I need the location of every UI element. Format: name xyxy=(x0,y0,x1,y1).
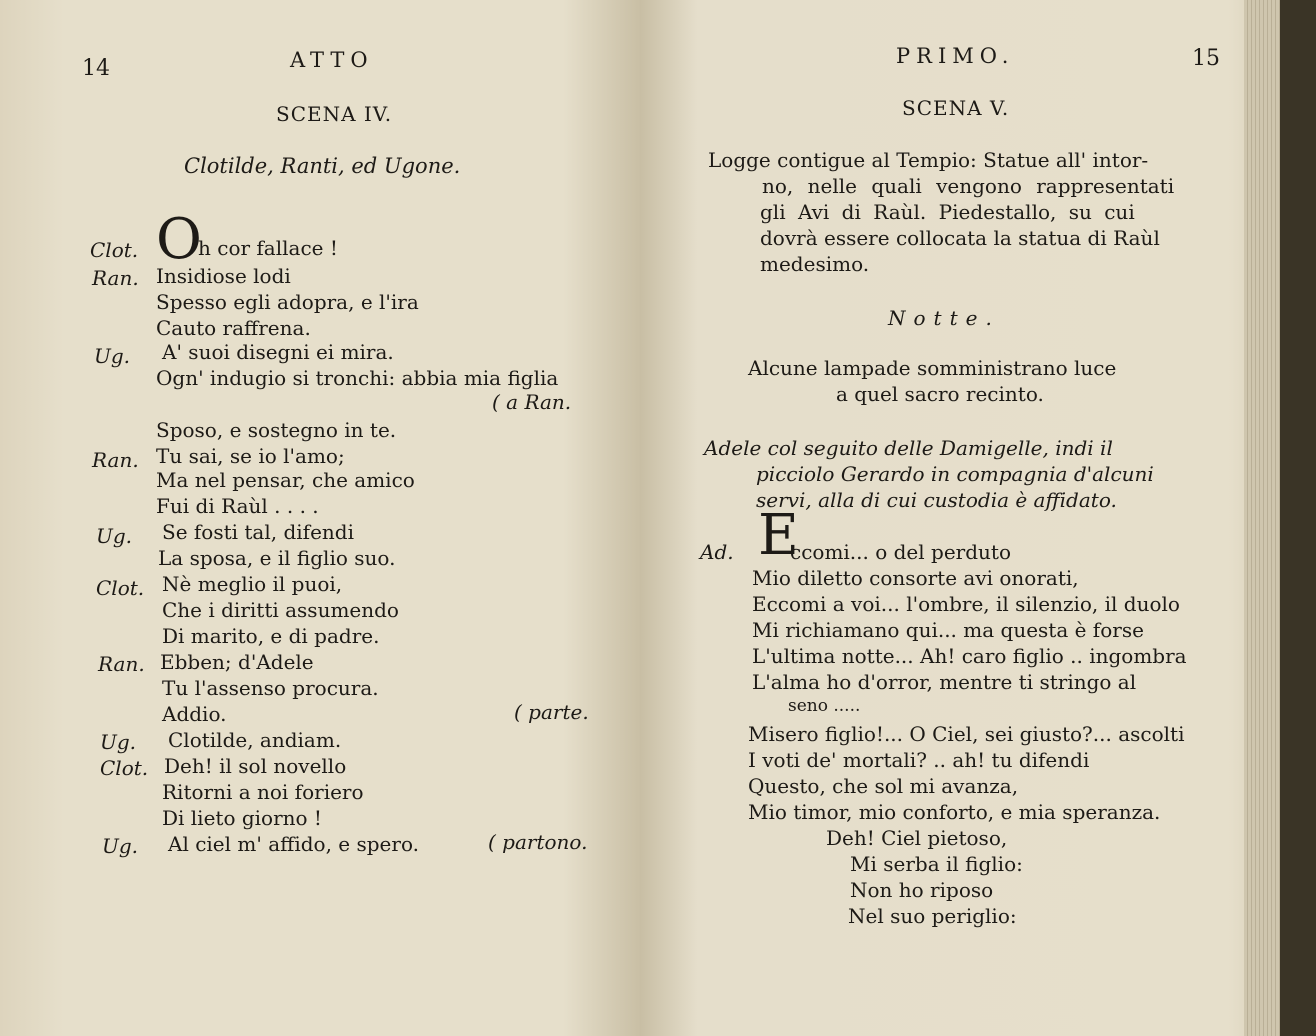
verse-line: Tu l'assenso procura. xyxy=(162,676,379,700)
speaker: Ug. xyxy=(100,730,137,754)
speaker: Ug. xyxy=(96,524,133,548)
speaker: Clot. xyxy=(96,576,145,600)
verse-line: Deh! il sol novello xyxy=(164,754,347,778)
light-line: Alcune lampade somministrano luce xyxy=(748,356,1117,380)
verse-line: seno ..... xyxy=(788,696,861,716)
speaker: Ug. xyxy=(94,344,131,368)
verse-line: Nè meglio il puoi, xyxy=(162,572,343,596)
verse-line: Di lieto giorno ! xyxy=(162,806,322,830)
verse-line: h cor fallace ! xyxy=(198,236,338,260)
speaker: Ran. xyxy=(92,266,139,290)
page-number: 15 xyxy=(1192,46,1220,71)
drop-cap: E xyxy=(758,503,799,568)
speaker: Ug. xyxy=(102,834,139,858)
verse-line: Di marito, e di padre. xyxy=(162,624,380,648)
character-line: servi, alla di cui custodia è affidato. xyxy=(756,488,1117,512)
speaker: Clot. xyxy=(90,238,139,262)
verse-line: Mi serba il figlio: xyxy=(850,852,1023,876)
speaker: Ad. xyxy=(700,540,734,564)
verse-line: Nel suo periglio: xyxy=(848,904,1017,928)
character-line: picciolo Gerardo in compagnia d'alcuni xyxy=(756,462,1154,486)
stage-direction: ( partono. xyxy=(488,830,588,854)
verse-line: Che i diritti assumendo xyxy=(162,598,399,622)
character-line: Adele col seguito delle Damigelle, indi il xyxy=(704,436,1113,460)
running-head: PRIMO. xyxy=(896,44,1015,68)
setting-line: no, nelle quali vengono rappresentati xyxy=(762,174,1175,198)
verse-line: Fui di Raùl . . . . xyxy=(156,494,319,518)
verse-line: Ogn' indugio si tronchi: abbia mia figlia xyxy=(156,366,559,390)
speaker: Ran. xyxy=(98,652,145,676)
running-head: ATTO xyxy=(290,48,374,72)
setting-line: Logge contigue al Tempio: Statue all' intor- xyxy=(708,148,1149,172)
light-line: a quel sacro recinto. xyxy=(836,382,1044,406)
verse-line: Ritorni a noi foriero xyxy=(162,780,364,804)
setting-line: gli Avi di Raùl. Piedestallo, su cui xyxy=(760,200,1135,224)
scene-title: SCENA V. xyxy=(902,96,1010,120)
setting-line: medesimo. xyxy=(760,252,870,276)
verse-line: Cauto raffrena. xyxy=(156,316,311,340)
scene-title: SCENA IV. xyxy=(276,102,393,126)
verse-line: I voti de' mortali? .. ah! tu difendi xyxy=(748,748,1090,772)
verse-line: Mio timor, mio conforto, e mia speranza. xyxy=(748,800,1161,824)
verse-line: ccomi... o del perduto xyxy=(790,540,1011,564)
verse-line: Sposo, e sostegno in te. xyxy=(156,418,397,442)
verse-line: Eccomi a voi... l'ombre, il silenzio, il duolo xyxy=(752,592,1180,616)
verse-line: Mio diletto consorte avi onorati, xyxy=(752,566,1079,590)
verse-line: Deh! Ciel pietoso, xyxy=(826,826,1008,850)
verse-line: Non ho riposo xyxy=(850,878,994,902)
verse-line: Misero figlio!... O Ciel, sei giusto?... ascolti xyxy=(748,722,1185,746)
verse-line: Tu sai, se io l'amo; xyxy=(156,444,345,468)
verse-line: Insidiose lodi xyxy=(156,264,291,288)
stage-direction: ( a Ran. xyxy=(492,390,572,414)
verse-line: Ma nel pensar, che amico xyxy=(156,468,415,492)
speaker: Clot. xyxy=(100,756,149,780)
verse-line: Al ciel m' affido, e spero. xyxy=(168,832,419,856)
left-page xyxy=(0,0,640,1036)
drop-cap: O xyxy=(156,207,202,272)
page-edges xyxy=(1244,0,1280,1036)
page-number: 14 xyxy=(82,56,110,81)
verse-line: Addio. xyxy=(162,702,227,726)
speaker: Ran. xyxy=(92,448,139,472)
right-page xyxy=(640,0,1280,1036)
verse-line: Se fosti tal, difendi xyxy=(162,520,354,544)
verse-line: L'alma ho d'orror, mentre ti stringo al xyxy=(752,670,1137,694)
stage-direction: ( parte. xyxy=(514,700,589,724)
verse-line: L'ultima notte... Ah! caro figlio .. ingombra xyxy=(752,644,1187,668)
verse-line: Questo, che sol mi avanza, xyxy=(748,774,1019,798)
verse-line: La sposa, e il figlio suo. xyxy=(158,546,396,570)
verse-line: Mi richiamano qui... ma questa è forse xyxy=(752,618,1144,642)
setting-line: dovrà essere collocata la statua di Raùl xyxy=(760,226,1160,250)
time-notte: Notte. xyxy=(888,306,1000,330)
verse-line: A' suoi disegni ei mira. xyxy=(162,340,394,364)
character-list: Clotilde, Ranti, ed Ugone. xyxy=(184,154,461,178)
verse-line: Clotilde, andiam. xyxy=(168,728,342,752)
verse-line: Ebben; d'Adele xyxy=(160,650,314,674)
verse-line: Spesso egli adopra, e l'ira xyxy=(156,290,419,314)
